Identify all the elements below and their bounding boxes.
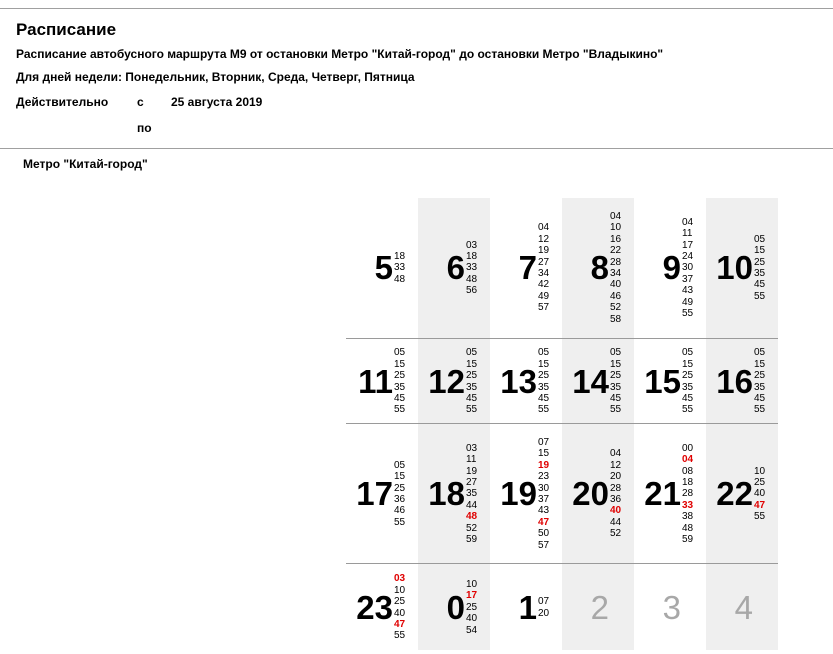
departure-minute-highlighted: 04 — [682, 454, 694, 466]
departure-minute: 05 — [538, 347, 550, 359]
departure-minute: 05 — [754, 347, 766, 359]
hour-label: 0 — [446, 588, 465, 626]
minutes-list — [754, 347, 765, 415]
departure-minute: 35 — [466, 381, 478, 393]
departure-minute: 23 — [538, 471, 550, 483]
valid-from-label: с — [137, 95, 144, 109]
departure-minute-highlighted: 33 — [682, 499, 694, 511]
minutes-list — [682, 217, 693, 320]
departure-minute: 52 — [610, 302, 622, 314]
departure-minute: 59 — [682, 533, 694, 545]
minutes-list — [538, 437, 549, 551]
departure-minute: 25 — [682, 370, 694, 382]
departure-minute: 18 — [394, 250, 406, 262]
hour-cell — [706, 339, 778, 423]
departure-minute: 18 — [466, 250, 478, 262]
departure-minute-highlighted: 03 — [394, 573, 406, 585]
departure-minute: 40 — [610, 279, 622, 291]
departure-minute: 25 — [394, 370, 406, 382]
hour-cell — [706, 198, 778, 338]
hour-label: 9 — [662, 249, 681, 286]
hour-label: 14 — [572, 362, 609, 400]
departure-minute: 03 — [466, 239, 478, 251]
departure-minute: 55 — [394, 516, 406, 528]
departure-minute: 59 — [466, 533, 478, 545]
departure-minute: 30 — [538, 482, 550, 494]
minutes-list — [538, 347, 549, 415]
departure-minute: 49 — [682, 296, 694, 308]
departure-minute: 05 — [466, 347, 478, 359]
hour-label: 7 — [518, 249, 537, 286]
hour-label: 15 — [644, 362, 681, 400]
departure-minute: 15 — [538, 358, 550, 370]
minutes-list — [610, 448, 621, 539]
departure-minute: 04 — [682, 216, 694, 228]
departure-minute: 45 — [394, 392, 406, 404]
departure-minute: 45 — [682, 392, 694, 404]
departure-minute: 45 — [754, 279, 766, 291]
departure-minute: 43 — [682, 285, 694, 297]
minutes-list — [394, 347, 405, 415]
valid-to-label: по — [137, 121, 152, 135]
departure-minute: 25 — [466, 601, 478, 613]
hour-label: 12 — [428, 362, 465, 400]
departure-minute: 33 — [394, 262, 406, 274]
departure-minute: 25 — [394, 482, 406, 494]
departure-minute: 40 — [466, 613, 478, 625]
departure-minute: 50 — [538, 528, 550, 540]
departure-minute: 55 — [754, 511, 766, 523]
departure-minute: 25 — [538, 370, 550, 382]
departure-minute: 05 — [610, 347, 622, 359]
departure-minute: 20 — [610, 471, 622, 483]
minutes-list — [610, 211, 621, 325]
hour-label: 11 — [358, 362, 393, 400]
hour-label: 22 — [716, 475, 753, 512]
departure-minute: 07 — [538, 437, 550, 448]
departure-minute: 03 — [466, 442, 478, 454]
hour-cell — [706, 564, 778, 650]
departure-minute-highlighted: 19 — [538, 459, 550, 471]
departure-minute: 36 — [394, 494, 406, 506]
minutes-list — [394, 573, 405, 641]
departure-minute: 55 — [394, 404, 406, 416]
departure-minute: 10 — [754, 465, 766, 477]
hour-label: 20 — [572, 475, 609, 512]
departure-minute: 04 — [610, 448, 622, 460]
departure-minute: 07 — [538, 596, 550, 608]
valid-from-date: 25 августа 2019 — [171, 95, 263, 109]
departure-minute: 16 — [610, 233, 622, 245]
departure-minute: 35 — [394, 381, 406, 393]
hour-label: 6 — [446, 249, 465, 286]
departure-minute: 58 — [610, 313, 622, 325]
minutes-list — [466, 347, 477, 415]
hour-label: 10 — [716, 249, 753, 286]
departure-minute: 54 — [466, 624, 478, 636]
hour-label: 18 — [428, 475, 465, 512]
departure-minute: 35 — [754, 381, 766, 393]
departure-minute: 52 — [466, 522, 478, 534]
departure-minute: 55 — [682, 307, 694, 319]
departure-minute: 46 — [394, 505, 406, 517]
departure-minute: 55 — [754, 404, 766, 416]
departure-minute: 35 — [682, 381, 694, 393]
minutes-list — [466, 240, 477, 297]
departure-minute: 35 — [610, 381, 622, 393]
departure-minute: 44 — [466, 499, 478, 511]
departure-minute: 25 — [466, 370, 478, 382]
departure-minute: 57 — [538, 539, 550, 551]
departure-minute: 33 — [466, 262, 478, 274]
hour-cell — [706, 424, 778, 563]
departure-minute-highlighted: 40 — [610, 505, 622, 517]
departure-minute: 05 — [394, 459, 406, 471]
departure-minute: 56 — [466, 285, 478, 297]
departure-minute: 08 — [682, 465, 694, 477]
valid-label: Действительно — [16, 95, 109, 109]
hour-label: 16 — [716, 362, 753, 400]
departure-minute: 11 — [466, 454, 477, 466]
minutes-list — [466, 443, 477, 546]
departure-minute-highlighted: 17 — [466, 590, 478, 602]
departure-minute: 45 — [538, 392, 550, 404]
departure-minute-highlighted: 48 — [466, 511, 478, 523]
departure-minute: 36 — [610, 494, 622, 506]
minutes-list — [682, 347, 693, 415]
departure-minute: 15 — [682, 358, 694, 370]
stop-name: Метро "Китай-город" — [23, 157, 148, 171]
minutes-list — [538, 596, 549, 619]
departure-minute: 35 — [466, 488, 478, 500]
departure-minute: 48 — [466, 273, 478, 285]
hour-label: 4 — [734, 588, 753, 626]
departure-minute: 42 — [538, 279, 550, 291]
departure-minute: 30 — [682, 262, 694, 274]
hour-label: 13 — [500, 362, 537, 400]
departure-minute: 40 — [394, 607, 406, 619]
departure-minute: 25 — [610, 370, 622, 382]
departure-minute: 28 — [682, 488, 694, 500]
departure-minute: 28 — [610, 482, 622, 494]
minutes-list — [610, 347, 621, 415]
departure-minute: 55 — [394, 630, 406, 642]
departure-minute: 38 — [682, 511, 694, 523]
hour-label: 21 — [644, 475, 681, 512]
departure-minute: 18 — [682, 476, 694, 488]
departure-minute: 24 — [682, 250, 694, 262]
departure-minute: 11 — [682, 228, 693, 240]
departure-minute: 10 — [610, 222, 622, 234]
departure-minute: 04 — [610, 211, 622, 222]
departure-minute: 35 — [538, 381, 550, 393]
departure-minute: 55 — [610, 404, 622, 416]
departure-minute: 45 — [610, 392, 622, 404]
departure-minute: 25 — [754, 370, 766, 382]
departure-minute: 49 — [538, 290, 550, 302]
departure-minute: 15 — [610, 358, 622, 370]
departure-minute: 45 — [466, 392, 478, 404]
minutes-list — [754, 234, 765, 302]
departure-minute: 25 — [394, 596, 406, 608]
departure-minute: 52 — [610, 528, 622, 540]
departure-minute: 20 — [538, 607, 550, 619]
departure-minute: 19 — [538, 245, 550, 257]
departure-minute: 15 — [394, 471, 406, 483]
departure-minute: 35 — [754, 268, 766, 280]
departure-minute: 28 — [610, 256, 622, 268]
departure-minute: 55 — [466, 404, 478, 416]
departure-minute: 48 — [682, 522, 694, 534]
departure-minute: 25 — [754, 476, 766, 488]
departure-minute: 15 — [754, 245, 766, 257]
departure-minute: 15 — [754, 358, 766, 370]
departure-minute: 19 — [466, 465, 478, 477]
departure-minute: 40 — [754, 488, 766, 500]
departure-minute: 04 — [538, 222, 550, 234]
departure-minute: 10 — [394, 584, 406, 596]
departure-minute: 00 — [682, 442, 694, 454]
departure-minute: 12 — [610, 459, 622, 471]
departure-minute: 15 — [466, 358, 478, 370]
departure-minute-highlighted: 47 — [394, 618, 406, 630]
weekdays-description: Для дней недели: Понедельник, Вторник, Среда, Четверг, Пятница — [16, 70, 415, 84]
minutes-list — [754, 466, 765, 523]
departure-minute: 10 — [466, 579, 478, 590]
departure-minute: 27 — [466, 476, 478, 488]
route-description: Расписание автобусного маршрута М9 от остановки Метро "Китай-город" до остановки Метро "Владыкино" — [16, 47, 664, 61]
departure-minute: 48 — [394, 273, 406, 285]
departure-minute: 45 — [754, 392, 766, 404]
departure-minute-highlighted: 47 — [538, 516, 550, 528]
hour-label: 3 — [662, 588, 681, 626]
hour-label: 19 — [500, 475, 537, 512]
departure-minute: 15 — [538, 448, 550, 460]
hour-label: 2 — [590, 588, 609, 626]
departure-minute-highlighted: 47 — [754, 499, 766, 511]
hour-label: 8 — [590, 249, 609, 286]
departure-minute: 05 — [394, 347, 406, 359]
departure-minute: 17 — [682, 239, 694, 251]
departure-minute: 15 — [394, 358, 406, 370]
departure-minute: 37 — [682, 273, 694, 285]
page-title: Расписание — [16, 20, 117, 39]
hour-label: 17 — [356, 475, 393, 512]
hour-label: 1 — [518, 588, 537, 626]
departure-minute: 57 — [538, 302, 550, 314]
departure-minute: 55 — [754, 290, 766, 302]
departure-minute: 46 — [610, 290, 622, 302]
hour-label: 5 — [374, 249, 393, 286]
minutes-list — [394, 460, 405, 528]
departure-minute: 37 — [538, 494, 550, 506]
departure-minute: 05 — [682, 347, 694, 359]
departure-minute: 34 — [610, 268, 622, 280]
departure-minute: 12 — [538, 233, 550, 245]
departure-minute: 55 — [538, 404, 550, 416]
departure-minute: 34 — [538, 268, 550, 280]
minutes-list — [682, 443, 693, 546]
departure-minute: 05 — [754, 233, 766, 245]
departure-minute: 25 — [754, 256, 766, 268]
hour-label: 23 — [356, 588, 393, 626]
departure-minute: 55 — [682, 404, 694, 416]
departure-minute: 44 — [610, 516, 622, 528]
departure-minute: 22 — [610, 245, 622, 257]
minutes-list — [394, 251, 405, 285]
minutes-list — [538, 222, 549, 313]
departure-minute: 27 — [538, 256, 550, 268]
departure-minute: 43 — [538, 505, 550, 517]
minutes-list — [466, 579, 477, 636]
